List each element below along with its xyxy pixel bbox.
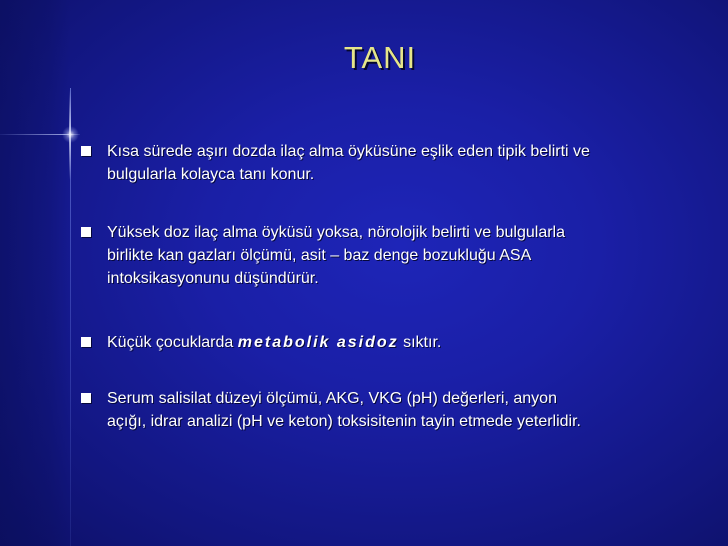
bullet-text-line: Kısa sürede aşırı dozda ilaç alma öyküsüne eşlik eden tipik belirti ve	[107, 143, 590, 160]
bullet-text-line: bulgularla kolayca tanı konur.	[107, 166, 315, 183]
decorative-band	[0, 0, 70, 546]
bullet-item	[74, 387, 728, 433]
bullet-text-suffix: sıktır.	[398, 334, 442, 351]
bullet-text-prefix: Küçük çocuklarda	[107, 334, 238, 351]
square-bullet-icon	[81, 393, 91, 403]
bullet-text-line: Yüksek doz ilaç alma öyküsü yoksa, nörolojik belirti ve bulgularla	[107, 224, 565, 241]
square-bullet-icon	[81, 146, 91, 156]
bullet-text-line: intoksikasyonunu düşündürür.	[107, 270, 319, 287]
bullet-item	[74, 140, 728, 186]
bullet-text-line: Serum salisilat düzeyi ölçümü, AKG, VKG (pH) değerleri, anyon	[107, 390, 557, 407]
square-bullet-icon	[81, 227, 91, 237]
bullet-item	[74, 221, 728, 290]
bullet-item	[74, 331, 728, 354]
bullet-text-line: açığı, idrar analizi (pH ve keton) toksisitenin tayin etmede yeterlidir.	[107, 413, 581, 430]
emphasized-term: metabolik asidoz	[237, 334, 399, 351]
bullet-text-line: birlikte kan gazları ölçümü, asit – baz denge bozukluğu ASA	[107, 247, 532, 264]
bullet-list	[74, 140, 728, 430]
slide-title: TANI	[343, 40, 417, 75]
square-bullet-icon	[81, 337, 91, 347]
